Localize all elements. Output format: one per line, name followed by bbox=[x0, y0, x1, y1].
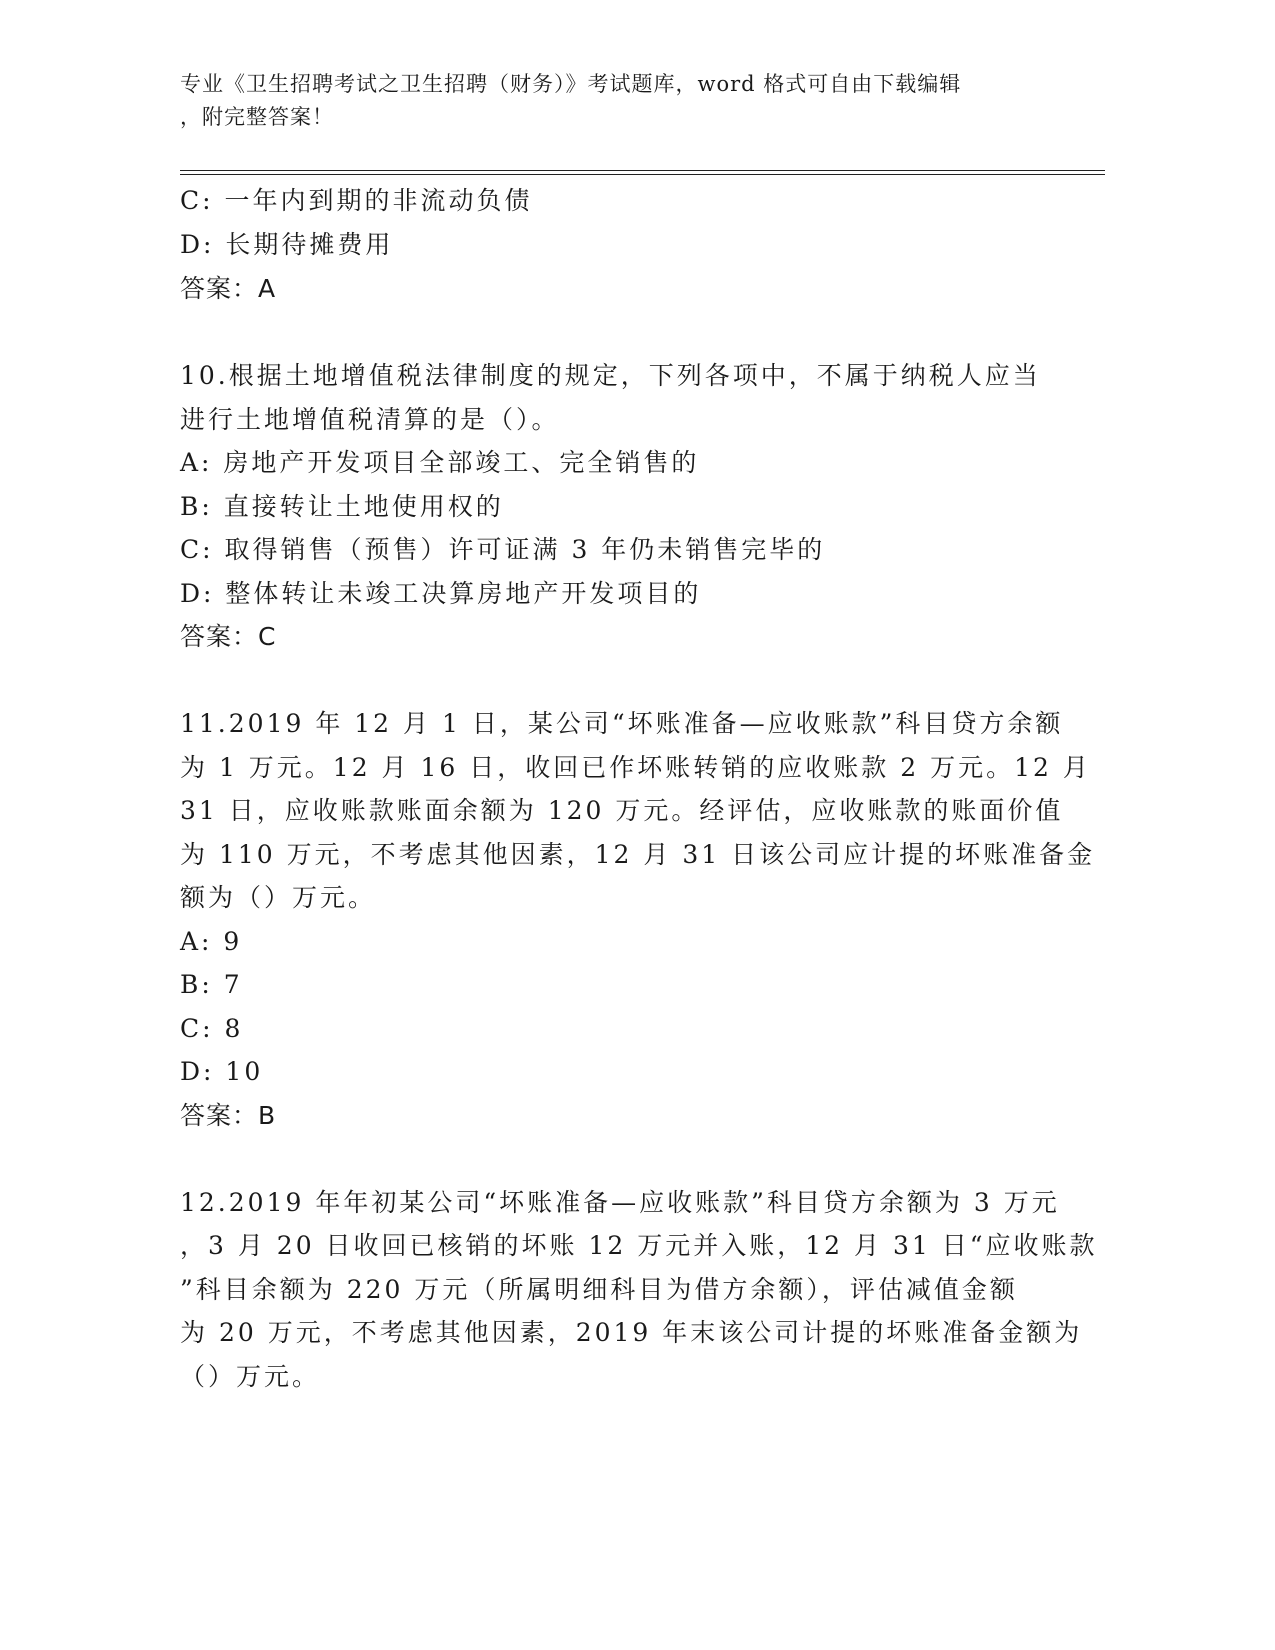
q12-stem-line-2: ，3 月 20 日收回已核销的坏账 12 万元并入账，12 月 31 日“应收账款 bbox=[180, 1231, 1098, 1260]
q10-option-d: D: 整体转让未竣工决算房地产开发项目的 bbox=[180, 579, 702, 608]
q11-option-d: D: 10 bbox=[180, 1057, 264, 1086]
q11-stem-line-5: 额为（）万元。 bbox=[180, 883, 377, 912]
q11-stem-line-3: 31 日，应收账款账面余额为 120 万元。经评估，应收账款的账面价值 bbox=[180, 796, 1064, 825]
q11-answer: 答案：B bbox=[180, 1101, 277, 1130]
q11-option-b: B: 7 bbox=[180, 970, 243, 999]
q10-option-a: A: 房地产开发项目全部竣工、完全销售的 bbox=[180, 448, 700, 477]
document-header bbox=[180, 68, 1040, 134]
q9-option-c: C: 一年内到期的非流动负债 bbox=[180, 186, 533, 215]
q10-stem-line-1: 10.根据土地增值税法律制度的规定，下列各项中，不属于纳税人应当 bbox=[180, 361, 1041, 390]
header-divider-bottom bbox=[180, 174, 1105, 175]
q12-stem-line-1: 12.2019 年年初某公司“坏账准备—应收账款”科目贷方余额为 3 万元 bbox=[180, 1188, 1060, 1217]
q11-stem-line-1: 11.2019 年 12 月 1 日，某公司“坏账准备—应收账款”科目贷方余额 bbox=[180, 709, 1064, 738]
header-line-1: 专业《卫生招聘考试之卫生招聘（财务）》考试题库，word 格式可自由下载编辑 bbox=[180, 72, 962, 96]
q12-stem-line-4: 为 20 万元，不考虑其他因素，2019 年末该公司计提的坏账准备金额为 bbox=[180, 1318, 1083, 1347]
q10-answer: 答案：C bbox=[180, 622, 277, 651]
q11-option-a: A: 9 bbox=[180, 927, 243, 956]
header-line-2: ，附完整答案！ bbox=[180, 105, 334, 129]
header-divider-top bbox=[180, 170, 1105, 171]
q11-option-c: C: 8 bbox=[180, 1014, 244, 1043]
q10-option-c: C: 取得销售（预售）许可证满 3 年仍未销售完毕的 bbox=[180, 535, 826, 564]
q9-option-d: D: 长期待摊费用 bbox=[180, 230, 394, 259]
q11-stem-line-4: 为 110 万元，不考虑其他因素，12 月 31 日该公司应计提的坏账准备金 bbox=[180, 840, 1096, 869]
q12-stem-line-3: ”科目余额为 220 万元（所属明细科目为借方余额），评估减值金额 bbox=[180, 1275, 1018, 1304]
q12-stem-line-5: （）万元。 bbox=[180, 1362, 321, 1391]
q10-option-b: B: 直接转让土地使用权的 bbox=[180, 492, 504, 521]
q10-stem-line-2: 进行土地增值税清算的是（）。 bbox=[180, 405, 560, 434]
q11-stem-line-2: 为 1 万元。12 月 16 日，收回已作坏账转销的应收账款 2 万元。12 月 bbox=[180, 753, 1091, 782]
q9-answer: 答案：A bbox=[180, 274, 277, 303]
